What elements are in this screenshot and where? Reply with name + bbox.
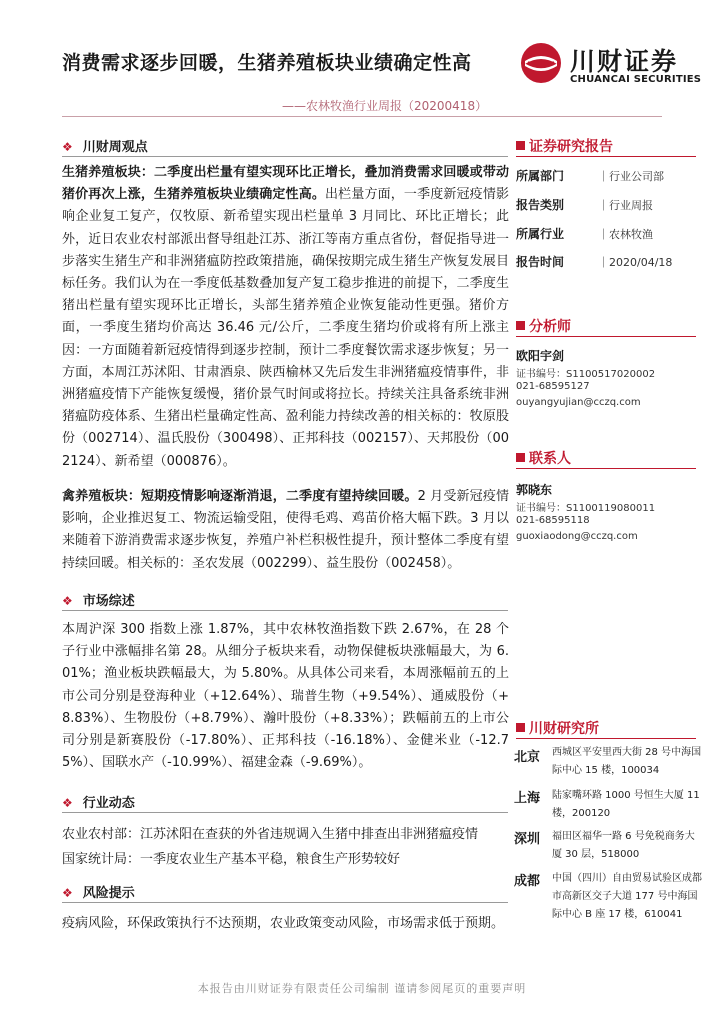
contact-cert: 证书编号：S1100119080011: [516, 503, 656, 514]
office-city-chengdu: 成都: [514, 874, 541, 889]
poultry-body-text: 2 月受新冠疫情影响，企业推迟复工、物流运输受阻，使得毛鸡、鸡苗价格大幅下跌。3 月以来随着下游消费需求逐步恢复，养殖户补栏积极性提升，预计整体二季度有望持续回暖。相关标的：圣农发展（002299）、益生股份（002458）。: [62, 489, 509, 571]
analyst-phone: 021-68595127: [516, 381, 590, 392]
analyst-cert: 证书编号：S1100517020002: [516, 369, 656, 380]
industry-news-item: 国家统计局：一季度农业生产基本平稳，粮食生产形势较好: [62, 852, 401, 867]
office-city-shenzhen: 深圳: [514, 832, 541, 847]
office-address-beijing: 西城区平安里西大街 28 号中海国际中心 15 楼，100034: [552, 747, 702, 776]
sidebar-divider: [516, 156, 696, 157]
info-value-date: ｜2020/04/18: [598, 256, 673, 269]
sidebar-heading-text: 联系人: [529, 451, 571, 467]
pig-body-text: 出栏量方面，一季度新冠疫情影响企业复工复产，仅牧原、新希望实现出栏量单 3 月同比、环比正增长；此外，近日农业农村部派出督导组赴江苏、浙江等南方重点省份，督促指导进一步落实生猪生产和非洲猪瘟防控政策措施，确保按期完成生猪生产恢复发展目标任务。我们认为在一季度低基数叠加复产复工稳步推进的前提下，二季度生猪出栏量有望实现环比正增长，头部生猪养殖企业恢复能动性更强。猪价方面，一季度生猪均价高达 36.46 元/公斤，二季度生猪均价或将有所上涨主因：一方面随着新冠疫情得到逐步控制，预计二季度餐饮需求逐步恢复；另一方面，本周江苏沭阳、甘肃酒泉、陕西榆林又先后发生非洲猪瘟疫情事件，非洲猪瘟疫情下产能恢复缓慢，猪价景气时间或将拉长。持续关注具备系统非洲猪瘟防疫体系、生猪出栏量确定性高、盈利能力持续改善的相关标的：牧原股份（002714）、温氏股份（300498）、正邦科技（002157）、天邦股份（002124）、新希望（000876）。: [62, 187, 509, 469]
section-heading-industry: [62, 792, 135, 811]
diamond-bullet-icon: ❖: [62, 796, 73, 810]
sidebar-heading-text: 证券研究报告: [529, 139, 613, 155]
red-square-icon: [516, 321, 525, 330]
analyst-email: ouyangyujian@cczq.com: [516, 397, 641, 408]
pig-summary-bold: 生猪养殖板块：二季度出栏量有望实现环比正增长，叠加消费需求回暖或带动猪价再次上涨，生猪养殖板块业绩确定性高。: [62, 165, 509, 203]
info-value-category: ｜行业周报: [598, 199, 653, 212]
page-title: 消费需求逐步回暖，生猪养殖板块业绩确定性高: [62, 52, 472, 74]
section-heading-market: [62, 590, 135, 609]
contact-name: 郭晓东: [516, 483, 553, 497]
info-value-department: ｜行业公司部: [598, 170, 664, 183]
poultry-summary-bold: 禽养殖板块：短期疫情影响逐渐消退，二季度有望持续回暖。: [62, 489, 418, 504]
info-label-category: 报告类别: [516, 198, 565, 212]
diamond-bullet-icon: ❖: [62, 140, 73, 154]
sidebar-heading-text: 分析师: [529, 319, 571, 335]
diamond-bullet-icon: ❖: [62, 886, 73, 900]
section-title: 川财周观点: [82, 140, 148, 155]
contact-email: guoxiaodong@cczq.com: [516, 531, 638, 542]
page-footer-disclaimer: 本报告由川财证券有限责任公司编制 谨请参阅尾页的重要声明: [197, 982, 527, 995]
red-square-icon: [516, 141, 525, 150]
logo-chinese-name: 川财证券: [570, 47, 679, 76]
sidebar-heading-analyst: [516, 316, 571, 336]
sidebar-divider: [516, 468, 696, 469]
company-logo: [520, 40, 710, 96]
section-divider: [62, 156, 508, 157]
viewpoint-poultry-paragraph: [62, 486, 509, 575]
red-square-icon: [516, 453, 525, 462]
sidebar-heading-contact: [516, 448, 571, 468]
office-address-shanghai: 陆家嘴环路 1000 号恒生大厦 11 楼，200120: [552, 790, 700, 819]
office-city-beijing: 北京: [514, 750, 541, 765]
header-divider: [62, 116, 662, 117]
contact-phone: 021-68595118: [516, 515, 590, 526]
sidebar-divider: [516, 738, 696, 739]
industry-news-item: 农业农村部：江苏沭阳在查获的外省违规调入生猪中排查出非洲猪瘟疫情: [62, 827, 479, 842]
section-title: 行业动态: [82, 796, 135, 811]
diamond-bullet-icon: ❖: [62, 594, 73, 608]
info-label-department: 所属部门: [516, 169, 565, 183]
logo-english-name: CHUANCAI SECURITIES: [570, 74, 702, 85]
info-label-date: 报告时间: [516, 255, 565, 269]
logo-mark-icon: [520, 42, 562, 84]
section-divider: [62, 812, 508, 813]
section-heading-viewpoint: [62, 136, 148, 155]
office-city-shanghai: 上海: [514, 791, 541, 806]
red-square-icon: [516, 723, 525, 732]
market-summary-paragraph: 本周沪深 300 指数上涨 1.87%，其中农林牧渔指数下跌 2.67%，在 28 个子行业中涨幅排名第 28。从细分子板块来看，动物保健板块涨幅最大，为 6.01%；渔业板块跌幅最大，为 5.80%。从具体公司来看，本周涨幅前五的上市公司分别是登海种业（+12.64%）、瑞普生物（+9.54%）、通威股份（+8.83%）、生物股份（+8.79%）、瀚叶股份（+8.33%）；跌幅前五的上市公司分别是新赛股份（-17.80%）、正邦科技（-16.18%）、金健米业（-12.75%）、国联水产（-10.99%）、福建金森（-9.69%）。: [62, 622, 509, 771]
section-heading-risk: [62, 882, 135, 901]
section-title: 市场综述: [82, 594, 135, 609]
report-subtitle: ——农林牧渔行业周报（20200418）: [282, 99, 488, 113]
sidebar-heading-report: [516, 136, 613, 156]
info-value-industry: ｜农林牧渔: [598, 228, 653, 241]
section-title: 风险提示: [82, 886, 135, 901]
sidebar-heading-institute: [516, 718, 599, 738]
info-label-industry: 所属行业: [516, 227, 565, 241]
office-address-shenzhen: 福田区福华一路 6 号免税商务大厦 30 层，518000: [552, 831, 695, 860]
analyst-name: 欧阳宇剑: [516, 349, 565, 363]
office-address-chengdu: 中国（四川）自由贸易试验区成都市高新区交子大道 177 号中海国际中心 B 座 17 楼，610041: [552, 873, 702, 920]
section-divider: [62, 902, 508, 903]
section-divider: [62, 610, 508, 611]
risk-warning-text: 疫病风险，环保政策执行不达预期，农业政策变动风险，市场需求低于预期。: [62, 916, 505, 931]
sidebar-divider: [516, 336, 696, 337]
sidebar-heading-text: 川财研究所: [529, 721, 599, 737]
viewpoint-pig-paragraph: [62, 162, 509, 473]
